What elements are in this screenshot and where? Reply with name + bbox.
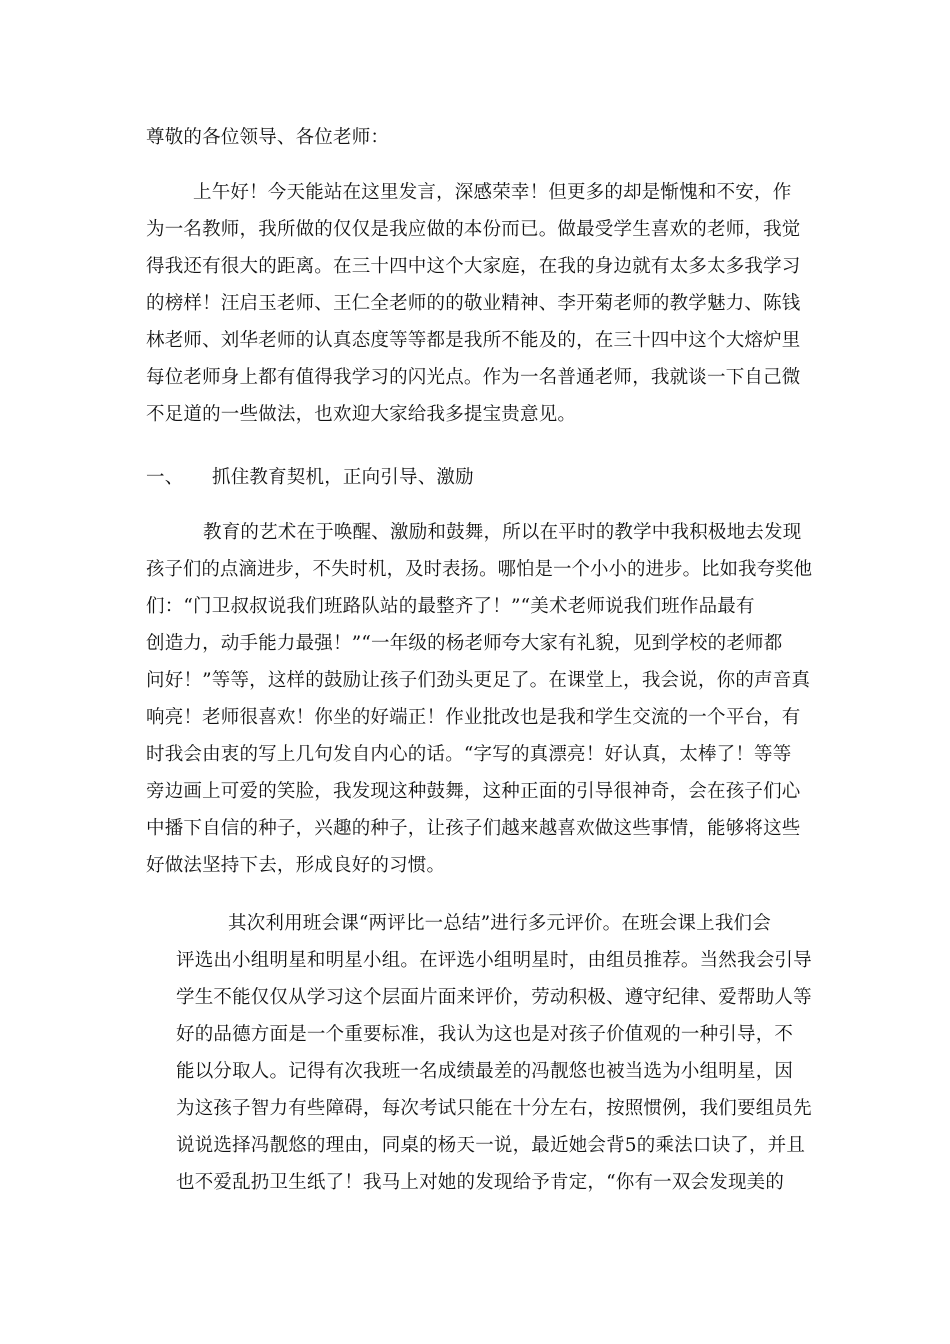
paragraph-line: 能以分取人。记得有次我班一名成绩最差的冯靓悠也被当选为小组明星，因 — [176, 1061, 794, 1082]
paragraph-line: 得我还有很大的距离。在三十四中这个大家庭，在我的身边就有太多太多我学习 — [146, 256, 801, 277]
section-number: 一、 — [146, 467, 184, 488]
paragraph-line: 为这孩子智力有些障碍，每次考试只能在十分左右，按照惯例，我们要组员先 — [176, 1098, 812, 1119]
paragraph-line: 每位老师身上都有值得我学习的闪光点。作为一名普通老师，我就谈一下自己微 — [146, 367, 801, 388]
paragraph-line: 上午好！今天能站在这里发言，深感荣幸！但更多的却是惭愧和不安，作 — [193, 182, 792, 203]
paragraph-line: 中播下自信的种子，兴趣的种子，让孩子们越来越喜欢做这些事情，能够将这些 — [146, 818, 801, 839]
paragraph-line: 创造力，动手能力最强！”“一年级的杨老师夸大家有礼貌，见到学校的老师都 — [146, 633, 783, 654]
paragraph-line: 孩子们的点滴进步，不失时机，及时表扬。哪怕是一个小小的进步。比如我夸奖他 — [146, 559, 813, 580]
paragraph-line: 学生不能仅仅从学习这个层面片面来评价，劳动积极、遵守纪律、爱帮助人等 — [176, 987, 812, 1008]
salutation: 尊敬的各位领导、各位老师： — [146, 127, 390, 148]
paragraph-line: 为一名教师，我所做的仅仅是我应做的本份而已。做最受学生喜欢的老师，我觉 — [146, 219, 801, 240]
paragraph-line: 好的品德方面是一个重要标准，我认为这也是对孩子价值观的一种引导，不 — [176, 1024, 794, 1045]
paragraph-line: 不足道的一些做法，也欢迎大家给我多提宝贵意见。 — [146, 404, 577, 425]
paragraph-line: 评选出小组明星和明星小组。在评选小组明星时，由组员推荐。当然我会引导 — [176, 950, 812, 971]
paragraph-line: 旁边画上可爱的笑脸，我发现这种鼓舞，这种正面的引导很神奇，会在孩子们心 — [146, 781, 801, 802]
paragraph-line: 林老师、刘华老师的认真态度等等都是我所不能及的，在三十四中这个大熔炉里 — [146, 330, 801, 351]
paragraph-line: 说说选择冯靓悠的理由，同桌的杨天一说，最近她会背5的乘法口诀了，并且 — [176, 1135, 806, 1156]
paragraph-line: 好做法坚持下去，形成良好的习惯。 — [146, 855, 446, 876]
paragraph-line: 响亮！老师很喜欢！你坐的好端正！作业批改也是我和学生交流的一个平台，有 — [146, 707, 801, 728]
paragraph-line: 其次利用班会课“两评比一总结”进行多元评价。在班会课上我们会 — [228, 913, 771, 934]
paragraph-line: 们：“门卫叔叔说我们班路队站的最整齐了！”“美术老师说我们班作品最有 — [146, 596, 755, 617]
section-title: 抓住教育契机，正向引导、激励 — [212, 467, 474, 488]
paragraph-line: 的榜样！汪启玉老师、王仁全老师的的敬业精神、李开菊老师的教学魅力、陈钱 — [146, 293, 801, 314]
paragraph-line: 问好！”等等，这样的鼓励让孩子们劲头更足了。在课堂上，我会说，你的声音真 — [146, 670, 811, 691]
paragraph-line: 教育的艺术在于唤醒、激励和鼓舞，所以在平时的教学中我积极地去发现 — [203, 522, 802, 543]
paragraph-line: 也不爱乱扔卫生纸了！我马上对她的发现给予肯定，“你有一双会发现美的 — [176, 1172, 785, 1193]
paragraph-line: 时我会由衷的写上几句发自内心的话。“字写的真漂亮！好认真，太棒了！等等 — [146, 744, 792, 765]
